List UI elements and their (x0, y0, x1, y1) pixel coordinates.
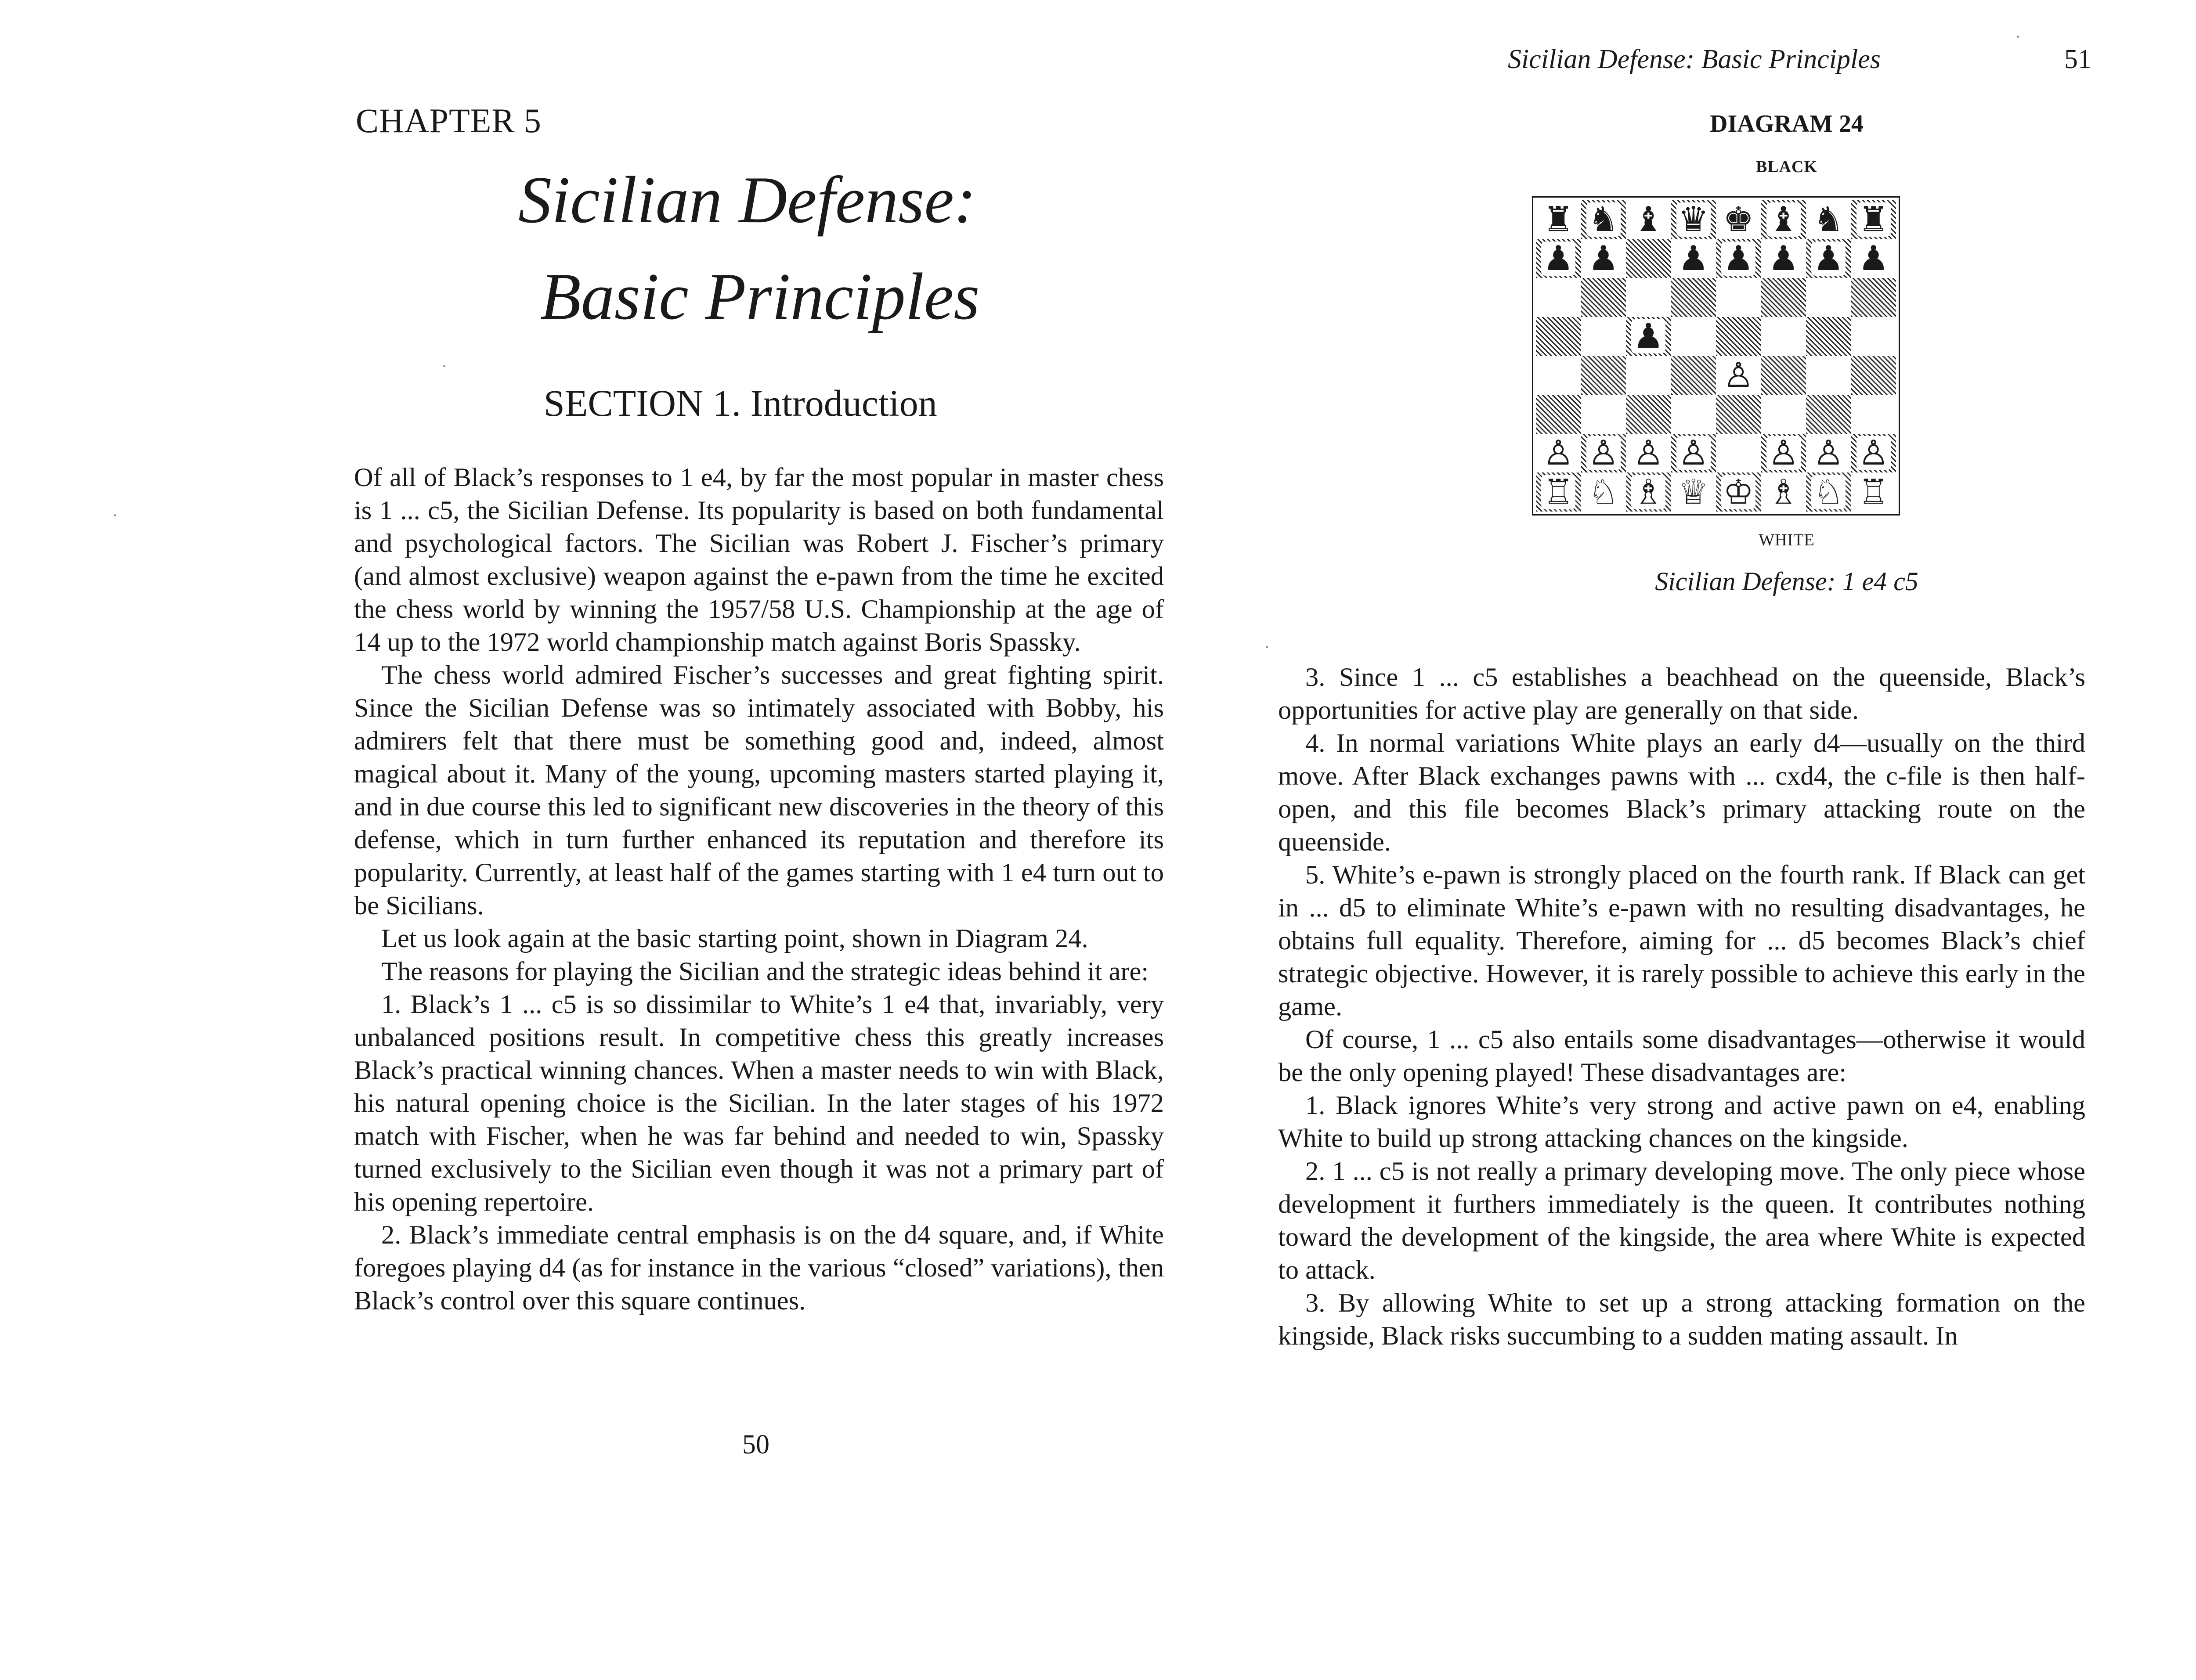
black-side-label: BLACK (1755, 158, 1818, 176)
board-square-d2 (1671, 434, 1716, 473)
board-square-h2 (1851, 434, 1896, 473)
chess-piece-h1: ♖ (1858, 472, 1889, 511)
right-page (1154, 0, 2196, 1680)
board-square-b8 (1581, 200, 1626, 239)
chess-piece-a1: ♖ (1541, 475, 1575, 509)
board-square-a8 (1536, 200, 1581, 239)
chess-piece-g8: ♞ (1813, 200, 1844, 239)
board-square-c5 (1626, 317, 1671, 356)
paragraph: The reasons for playing the Sicilian and the strategic ideas behind it are: (381, 957, 1149, 986)
board-square-h4 (1851, 356, 1896, 395)
chess-piece-d7: ♟ (1678, 239, 1709, 278)
left-body-text (354, 461, 1164, 1317)
chess-piece-c2: ♙ (1633, 434, 1664, 472)
board-square-b6 (1581, 278, 1626, 317)
chapter-title-line-1: Sicilian Defense: (518, 163, 976, 237)
paragraph: 1. Black’s 1 ... c5 is so dissimilar to White’s 1 e4 that, invariably, very unbalanced positions result. In competitive chess this greatly increases Black’s practical winning chances. When a master needs to win with Black, his natural opening choice is the Sicilian. In the later stages of his 1972 match with Fischer, when he was far behind and needed to win, Spassky turned exclusively to the Sicilian even though it was not a primary part of his opening repertoire. (354, 990, 1164, 1217)
diagram-label: DIAGRAM 24 (1710, 110, 1864, 137)
board-square-f4 (1761, 356, 1806, 395)
chess-piece-a2: ♙ (1543, 434, 1574, 472)
scan-speck: · (441, 356, 448, 376)
scan-speck: · (112, 505, 118, 525)
board-square-c3 (1626, 395, 1671, 434)
board-square-b7 (1581, 239, 1626, 278)
board-square-f7 (1761, 239, 1806, 278)
chess-piece-c8: ♝ (1633, 200, 1664, 239)
page-number: 50 (742, 1430, 769, 1460)
board-square-e6 (1716, 278, 1761, 317)
board-square-a4 (1536, 356, 1581, 395)
chess-piece-d1: ♕ (1678, 472, 1709, 511)
paragraph: 2. Black’s immediate central emphasis is on the d4 square, and, if White foregoes playing d4 (as for instance in the various “closed” variations), then Black’s control over this square continues. (354, 1220, 1164, 1316)
chess-piece-e7: ♟ (1721, 242, 1755, 276)
chess-piece-f7: ♟ (1768, 239, 1799, 278)
paragraph: 1. Black ignores White’s very strong and active pawn on e4, enabling White to build up strong attacking chances on the kingside. (1278, 1091, 2085, 1153)
page-number: 51 (2064, 44, 2091, 74)
chess-piece-b1: ♘ (1588, 472, 1619, 511)
chess-piece-g1: ♘ (1811, 475, 1846, 509)
chapter-title-line-2: Basic Principles (540, 260, 980, 333)
section-heading: SECTION 1. Introduction (544, 382, 937, 424)
board-square-b1 (1581, 472, 1626, 512)
board-square-d1 (1671, 472, 1716, 512)
board-square-f8 (1761, 200, 1806, 239)
chess-piece-h2: ♙ (1856, 436, 1891, 470)
board-square-g4 (1806, 356, 1851, 395)
board-square-g2 (1806, 434, 1851, 473)
white-side-label: WHITE (1759, 531, 1815, 549)
chess-piece-b2: ♙ (1586, 436, 1621, 470)
paragraph: 3. Since 1 ... c5 establishes a beachhead on the queenside, Black’s opportunities for active play are generally on that side. (1278, 663, 2085, 725)
board-square-d8 (1671, 200, 1716, 239)
board-square-e7 (1716, 239, 1761, 278)
chess-piece-h7: ♟ (1858, 239, 1889, 278)
running-head: Sicilian Defense: Basic Principles (1508, 44, 1881, 74)
chess-piece-e8: ♚ (1723, 200, 1754, 239)
chess-piece-d2: ♙ (1676, 436, 1711, 470)
board-square-h3 (1851, 395, 1896, 434)
chess-piece-e4: ♙ (1723, 356, 1754, 394)
board-square-c6 (1626, 278, 1671, 317)
board-square-f3 (1761, 395, 1806, 434)
board-square-a7 (1536, 239, 1581, 278)
board-square-d3 (1671, 395, 1716, 434)
diagram-caption: Sicilian Defense: 1 e4 c5 (1655, 567, 1918, 596)
board-square-d7 (1671, 239, 1716, 278)
board-square-g8 (1806, 200, 1851, 239)
board-square-e2 (1716, 434, 1761, 473)
paragraph: 2. 1 ... c5 is not really a primary developing move. The only piece whose development it furthers immediately is the queen. It contributes nothing toward the development of the kingside, the area where White is expected to attack. (1278, 1157, 2085, 1285)
board-square-f5 (1761, 317, 1806, 356)
chess-piece-f1: ♗ (1768, 472, 1799, 511)
chapter-title (518, 151, 1133, 345)
chess-piece-h8: ♜ (1856, 202, 1891, 237)
board-square-h6 (1851, 278, 1896, 317)
board-square-e5 (1716, 317, 1761, 356)
chess-piece-d8: ♛ (1676, 202, 1711, 237)
board-square-g6 (1806, 278, 1851, 317)
board-square-d5 (1671, 317, 1716, 356)
chess-piece-f8: ♝ (1766, 202, 1801, 237)
board-square-e1 (1716, 472, 1761, 512)
chess-piece-a7: ♟ (1541, 242, 1575, 276)
board-square-c4 (1626, 356, 1671, 395)
board-square-h7 (1851, 239, 1896, 278)
board-square-a1 (1536, 472, 1581, 512)
board-square-f6 (1761, 278, 1806, 317)
board-square-e3 (1716, 395, 1761, 434)
board-square-a3 (1536, 395, 1581, 434)
scan-speck: · (1264, 637, 1270, 657)
paragraph: 4. In normal variations White plays an early d4—usually on the third move. After Black exchanges pawns with ... cxd4, the c-file is then half-open, and this file becomes Black’s primary attacking route on the queenside. (1278, 728, 2085, 857)
board-square-b2 (1581, 434, 1626, 473)
board-square-c7 (1626, 239, 1671, 278)
board-square-f1 (1761, 472, 1806, 512)
board-square-a2 (1536, 434, 1581, 473)
board-square-e4 (1716, 356, 1761, 395)
scan-speck: · (2015, 27, 2021, 47)
paragraph: 3. By allowing White to set up a strong attacking formation on the kingside, Black risks succumbing to a sudden mating assault. In (1278, 1288, 2085, 1351)
paragraph: The chess world admired Fischer’s successes and great fighting spirit. Since the Sicilian Defense was so intimately associated with Bobby, his admirers felt that there must be something good and, indeed, almost magical about it. Many of the young, upcoming masters started playing it, and in due course this led to significant new discoveries in the theory of this defense, which in turn further enhanced its reputation and therefore its popularity. Currently, at least half of the games starting with 1 e4 turn out to be Sicilians. (354, 660, 1164, 920)
chess-piece-c5: ♟ (1631, 319, 1665, 353)
chess-piece-b7: ♟ (1588, 239, 1619, 278)
board-square-g7 (1806, 239, 1851, 278)
board-square-c8 (1626, 200, 1671, 239)
board-square-a5 (1536, 317, 1581, 356)
paragraph: Of course, 1 ... c5 also entails some disadvantages—otherwise it would be the only opening played! These disadvantages are: (1278, 1025, 2085, 1087)
board-square-d6 (1671, 278, 1716, 317)
chess-board (1536, 200, 1896, 512)
chess-diagram (1532, 196, 1900, 516)
board-square-e8 (1716, 200, 1761, 239)
board-square-d4 (1671, 356, 1716, 395)
board-square-h1 (1851, 472, 1896, 512)
chess-piece-b8: ♞ (1586, 202, 1621, 237)
board-square-c1 (1626, 472, 1671, 512)
board-square-c2 (1626, 434, 1671, 473)
chapter-label: CHAPTER 5 (356, 101, 542, 140)
board-square-f2 (1761, 434, 1806, 473)
paragraph: 5. White’s e-pawn is strongly placed on the fourth rank. If Black can get in ... d5 to eliminate White’s e-pawn with no resulting disadvantages, he obtains full equality. Therefore, aiming for ... d5 becomes Black’s chief strategic objective. However, it is rarely possible to achieve this early in the game. (1278, 860, 2085, 1021)
board-square-h8 (1851, 200, 1896, 239)
board-square-b4 (1581, 356, 1626, 395)
chess-piece-f2: ♙ (1766, 436, 1801, 470)
right-body-text (1278, 661, 2085, 1352)
chess-piece-g2: ♙ (1813, 434, 1844, 472)
board-square-a6 (1536, 278, 1581, 317)
board-square-g1 (1806, 472, 1851, 512)
paragraph: Of all of Black’s responses to 1 e4, by far the most popular in master chess is 1 ... c5, the Sicilian Defense. Its popularity is based on both fundamental and psychological factors. The Sicilian was Robert J. Fischer’s primary (and almost exclusive) weapon against the e-pawn from the time he excited the chess world by winning the 1957/58 U.S. Championship at the age of 14 up to the 1972 world championship match against Boris Spassky. (354, 463, 1164, 657)
board-square-g5 (1806, 317, 1851, 356)
board-square-g3 (1806, 395, 1851, 434)
chess-piece-g7: ♟ (1811, 242, 1846, 276)
chess-piece-e1: ♔ (1721, 475, 1755, 509)
board-square-b5 (1581, 317, 1626, 356)
board-square-b3 (1581, 395, 1626, 434)
board-square-h5 (1851, 317, 1896, 356)
chess-piece-c1: ♗ (1631, 475, 1665, 509)
paragraph: Let us look again at the basic starting point, shown in Diagram 24. (381, 924, 1088, 953)
chess-piece-a8: ♜ (1543, 200, 1574, 239)
